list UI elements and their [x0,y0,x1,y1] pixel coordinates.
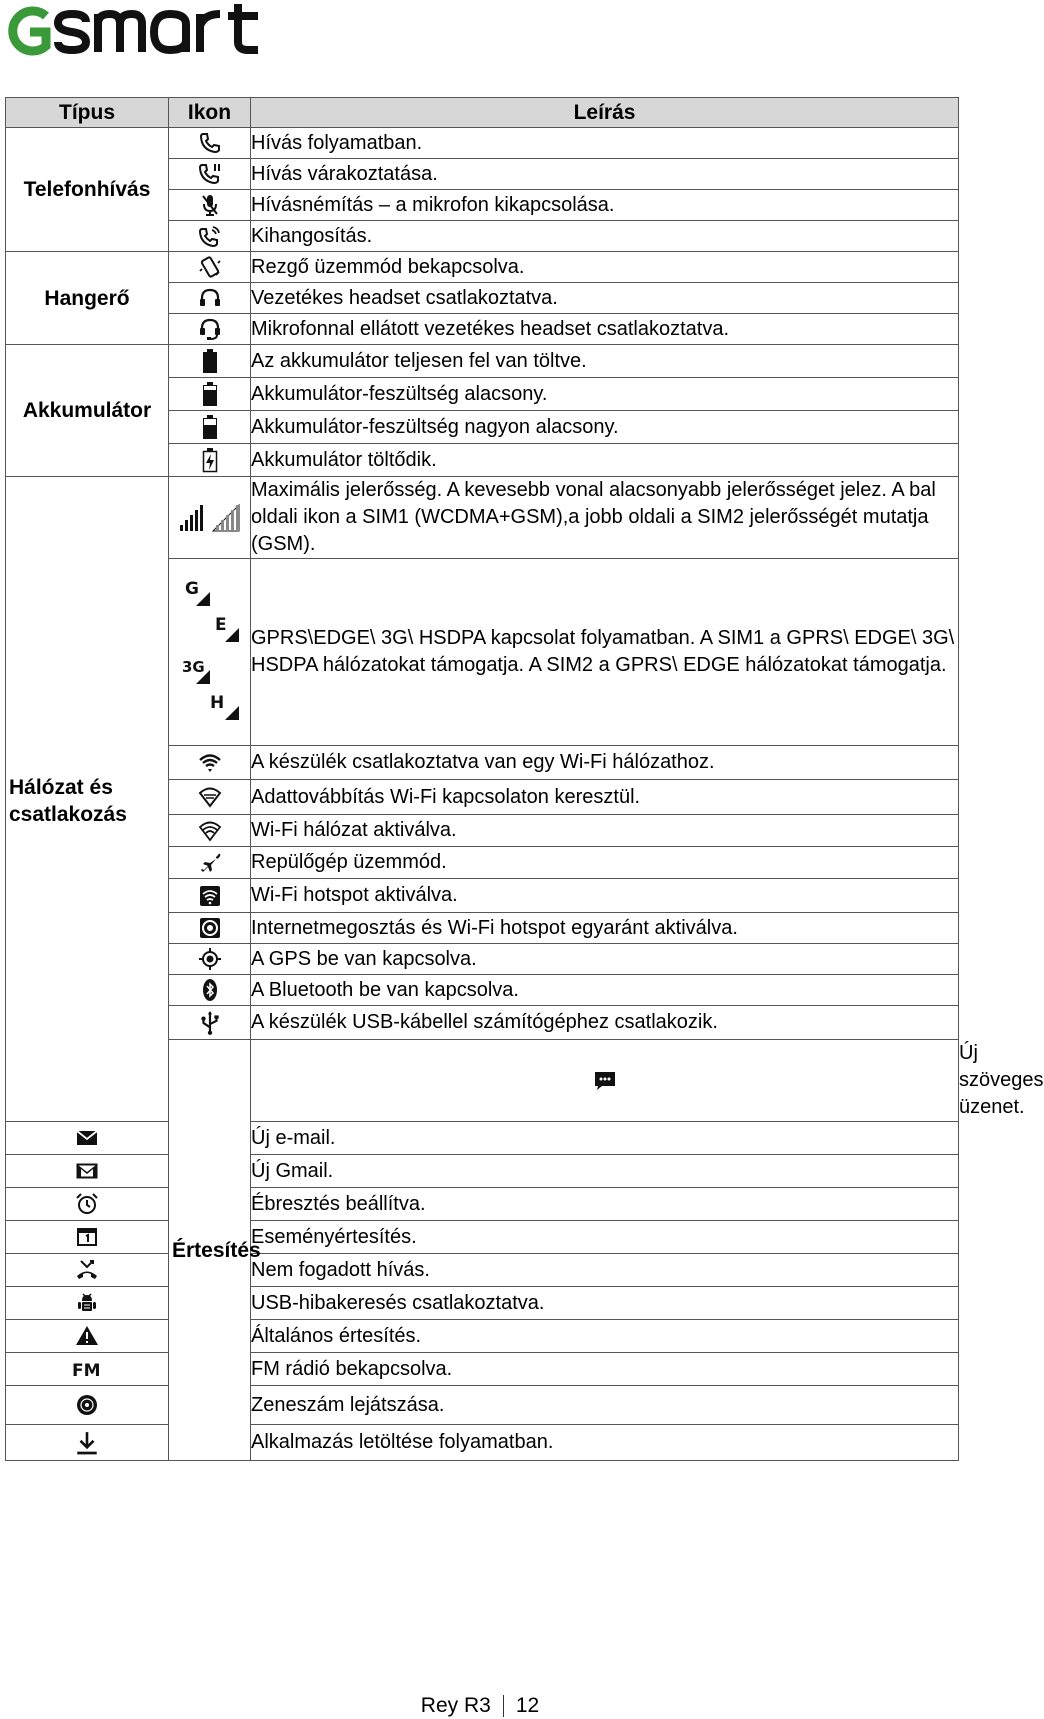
call-on-hold-icon [197,162,223,186]
row-description: Rezgő üzemmód bekapcsolva. [251,252,959,283]
icon-cell [169,477,251,559]
row-description: Zeneszám lejátszása. [251,1386,959,1425]
icon-cell [169,879,251,913]
speakerphone-icon [197,224,223,248]
row-description: Adattovábbítás Wi-Fi kapcsolaton keresztül. [251,780,959,815]
category-volume: Hangerő [6,252,169,345]
row-description: Általános értesítés. [251,1320,959,1353]
icon-cell [169,975,251,1006]
gsmart-logo [2,2,264,62]
icon-cell [169,411,251,444]
download-icon [74,1430,100,1456]
row-description: Hívás folyamatban. [251,128,959,159]
usb-icon [197,1010,223,1036]
vibrate-icon [197,255,223,279]
icon-cell [169,780,251,815]
row-description: Mikrofonnal ellátott vezetékes headset csatlakoztatva. [251,314,959,345]
icon-cell [251,1040,959,1122]
icon-cell [6,1122,169,1155]
table-row [6,1320,959,1353]
row-description: Internetmegosztás és Wi-Fi hotspot egyaránt aktiválva. [251,913,959,944]
icon-cell [6,1254,169,1287]
row-description: GPRS\EDGE\ 3G\ HSDPA kapcsolat folyamatban. A SIM1 a GPRS\ EDGE\ 3G\ HSDPA hálózatokat támogatja. A SIM2 a GPRS\ EDGE hálózatokat támogatja. [251,559,959,746]
microphone-muted-icon [197,193,223,217]
icon-cell [169,190,251,221]
header-description: Leírás [251,98,959,128]
icon-cell [6,1221,169,1254]
row-description: Új Gmail. [251,1155,959,1188]
calendar-event-icon [74,1225,100,1249]
svg-text:3G: 3G [181,658,205,676]
row-description: Új e-mail. [251,1122,959,1155]
icon-cell [6,1386,169,1425]
row-description: Repülőgép üzemmód. [251,847,959,879]
category-call: Telefonhívás [6,128,169,252]
row-description: Az akkumulátor teljesen fel van töltve. [251,345,959,378]
row-description: A Bluetooth be van kapcsolva. [251,975,959,1006]
signal-strength-icon [176,503,244,533]
row-description: Nem fogadott hívás. [251,1254,959,1287]
row-description: USB-hibakeresés csatlakoztatva. [251,1287,959,1320]
new-message-icon [592,1069,618,1093]
headset-icon [197,286,223,310]
category-network: Hálózat és csatlakozás [6,477,169,1122]
bluetooth-icon [197,978,223,1002]
table-row [6,345,959,378]
icon-cell [169,847,251,879]
icon-cell [6,1287,169,1320]
category-battery: Akkumulátor [6,345,169,477]
icon-cell [6,1353,169,1386]
svg-text:H: H [209,693,224,713]
row-description: Maximális jelerősség. A kevesebb vonal alacsonyabb jelerősséget jelez. A bal oldali ikon a SIM1 (WCDMA+GSM),a jobb oldali a SIM2 jelerősségét mutatja (GSM). [251,477,959,559]
table-row [6,1221,959,1254]
table-row [6,1386,959,1425]
icon-cell [169,944,251,975]
icon-cell [6,1188,169,1221]
wifi-enabled-icon [197,819,223,843]
music-playing-icon [74,1393,100,1417]
battery-full-icon [200,348,220,374]
alarm-icon [74,1192,100,1216]
warning-icon [74,1324,100,1348]
icon-table [5,97,1044,1461]
table-row [6,1254,959,1287]
icon-cell [169,378,251,411]
row-description: Hívásnémítás – a mikrofon kikapcsolása. [251,190,959,221]
icon-cell [169,815,251,847]
row-description: A készülék csatlakoztatva van egy Wi-Fi hálózathoz. [251,746,959,780]
row-description: A készülék USB-kábellel számítógéphez csatlakozik. [251,1006,959,1040]
row-description: Akkumulátor-feszültség alacsony. [251,378,959,411]
row-description: A GPS be van kapcsolva. [251,944,959,975]
table-row [6,1155,959,1188]
header-icon: Ikon [169,98,251,128]
battery-very-low-icon [200,414,220,440]
row-description: Eseményértesítés. [251,1221,959,1254]
icon-cell [169,559,251,746]
wifi-data-transfer-icon [197,785,223,809]
table-row [6,128,959,159]
wifi-connected-icon [197,751,223,775]
icon-cell [169,444,251,477]
icon-cell [169,221,251,252]
icon-cell [6,1155,169,1188]
icon-cell [169,1006,251,1040]
gps-icon [197,947,223,971]
table-header-row [6,98,959,128]
icon-cell [169,252,251,283]
icon-cell [169,283,251,314]
battery-charging-icon [200,447,220,473]
icon-cell [169,913,251,944]
new-gmail-icon [74,1159,100,1183]
table-row [6,252,959,283]
icon-cell [6,1320,169,1353]
fm-radio-icon [71,1357,103,1381]
call-in-progress-icon [197,131,223,155]
table-row [6,1287,959,1320]
page-footer [0,1693,960,1719]
model-name: Rey R3 [420,1694,491,1717]
svg-text:FM: FM [72,1361,101,1381]
row-description: Kihangosítás. [251,221,959,252]
table-row [6,1425,959,1461]
battery-low-icon [200,381,220,407]
row-description: Akkumulátor töltődik. [251,444,959,477]
table-row [6,1353,959,1386]
page-number: 12 [515,1694,540,1717]
tethering-hotspot-icon [197,916,223,940]
icon-cell [169,345,251,378]
row-description: Ébresztés beállítva. [251,1188,959,1221]
table-row [6,477,959,559]
svg-text:E: E [214,615,227,635]
icon-cell [169,746,251,780]
missed-call-icon [74,1258,100,1282]
icon-cell [6,1425,169,1461]
wifi-hotspot-icon [197,884,223,908]
row-description: Wi-Fi hálózat aktiválva. [251,815,959,847]
icon-cell [169,314,251,345]
table-row [6,1122,959,1155]
svg-text:G: G [184,579,199,599]
row-description: Akkumulátor-feszültség nagyon alacsony. [251,411,959,444]
data-connection-icon [170,572,250,732]
usb-debugging-icon [74,1291,100,1315]
table-row [6,1188,959,1221]
category-notify: Értesítés [169,1040,251,1461]
icon-cell [169,159,251,190]
row-description: Vezetékes headset csatlakoztatva. [251,283,959,314]
footer-separator [503,1695,504,1717]
icon-cell [169,128,251,159]
row-description: FM rádió bekapcsolva. [251,1353,959,1386]
header-type: Típus [6,98,169,128]
row-description: Alkalmazás letöltése folyamatban. [251,1425,959,1461]
headset-mic-icon [197,317,223,341]
new-email-icon [74,1126,100,1150]
table-row: Értesítés Új szöveges üzenet. [6,1040,959,1122]
airplane-icon [197,851,223,875]
row-description: Wi-Fi hotspot aktiválva. [251,879,959,913]
row-description: Hívás várakoztatása. [251,159,959,190]
